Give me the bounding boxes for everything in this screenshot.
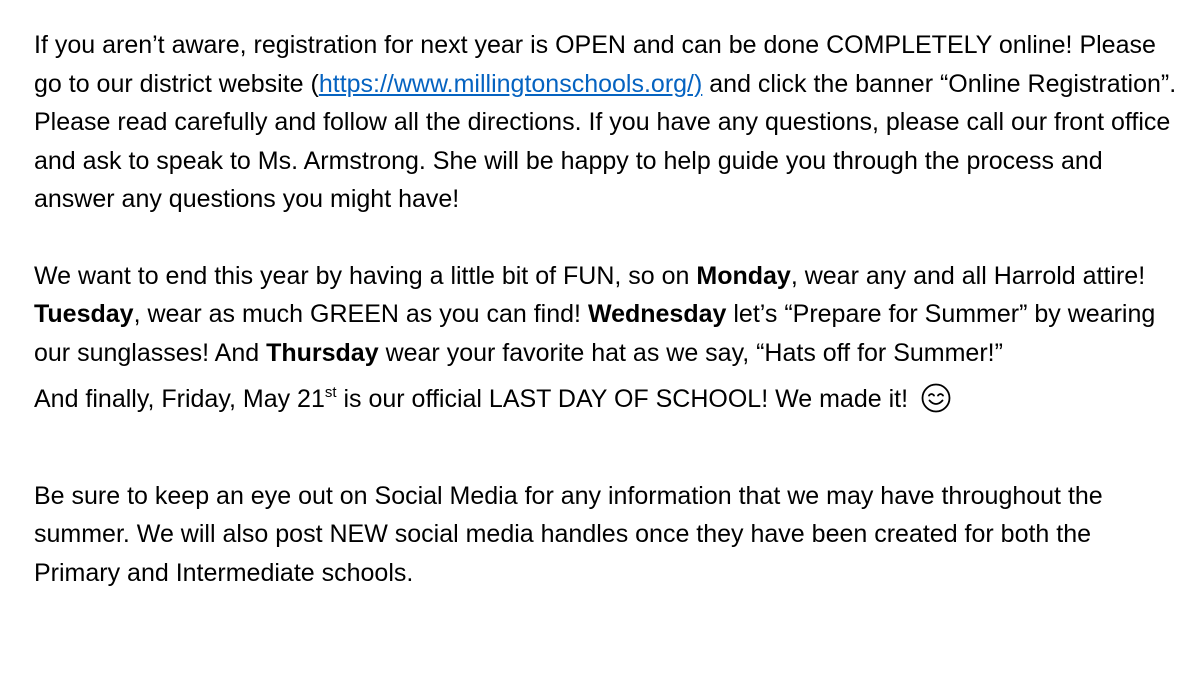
tuesday-label: Tuesday (34, 300, 134, 328)
paragraph-spacer (34, 419, 1184, 477)
last-day-text-end: is our official LAST DAY OF SCHOOL! We made it! (336, 385, 915, 413)
registration-paragraph (34, 26, 1184, 219)
social-media-text: Be sure to keep an eye out on Social Media for any information that we may have throughout the summer. We will also post NEW social media handles once they have been created for both the Primary and Intermediate schools. (34, 481, 1103, 587)
wednesday-text: let’s “Prepare for Summer” by wearing our sunglasses! And (34, 300, 1156, 367)
paragraph-spacer (34, 219, 1184, 257)
monday-label: Monday (696, 261, 791, 290)
last-day-text-start: And finally, Friday, May 21 (34, 385, 325, 413)
announcement-document (34, 26, 1184, 592)
registration-text-start: If you aren’t aware, registration for next year is OPEN and can be done COMPLETELY online! Please go to our district website ( (34, 31, 1156, 98)
thursday-text: wear your favorite hat as we say, “Hats off for Summer!” (378, 338, 1003, 367)
social-media-paragraph (34, 477, 1184, 593)
thursday-label: Thursday (266, 338, 379, 367)
district-website-link[interactable]: https://www.millingtonschools.org/) (318, 69, 703, 98)
smiley-face-icon (921, 383, 951, 413)
registration-text-end: and click the banner “Online Registration”. Please read carefully and follow all the directions. If you have any questions, please call our front office and ask to speak to Ms. Armstrong. She will be happy to help guide you through the process and answer any questions you might have! (34, 69, 1177, 213)
ordinal-suffix: st (324, 384, 337, 401)
monday-text: , wear any and all Harrold attire! (790, 261, 1146, 290)
spirit-week-paragraph (34, 257, 1184, 373)
paragraph-spacer (34, 372, 1184, 380)
wednesday-label: Wednesday (587, 300, 727, 328)
tuesday-text: , wear as much GREEN as you can find! (133, 300, 588, 328)
spirit-week-intro: We want to end this year by having a little bit of FUN, so on (34, 261, 697, 290)
last-day-paragraph (34, 380, 1184, 419)
